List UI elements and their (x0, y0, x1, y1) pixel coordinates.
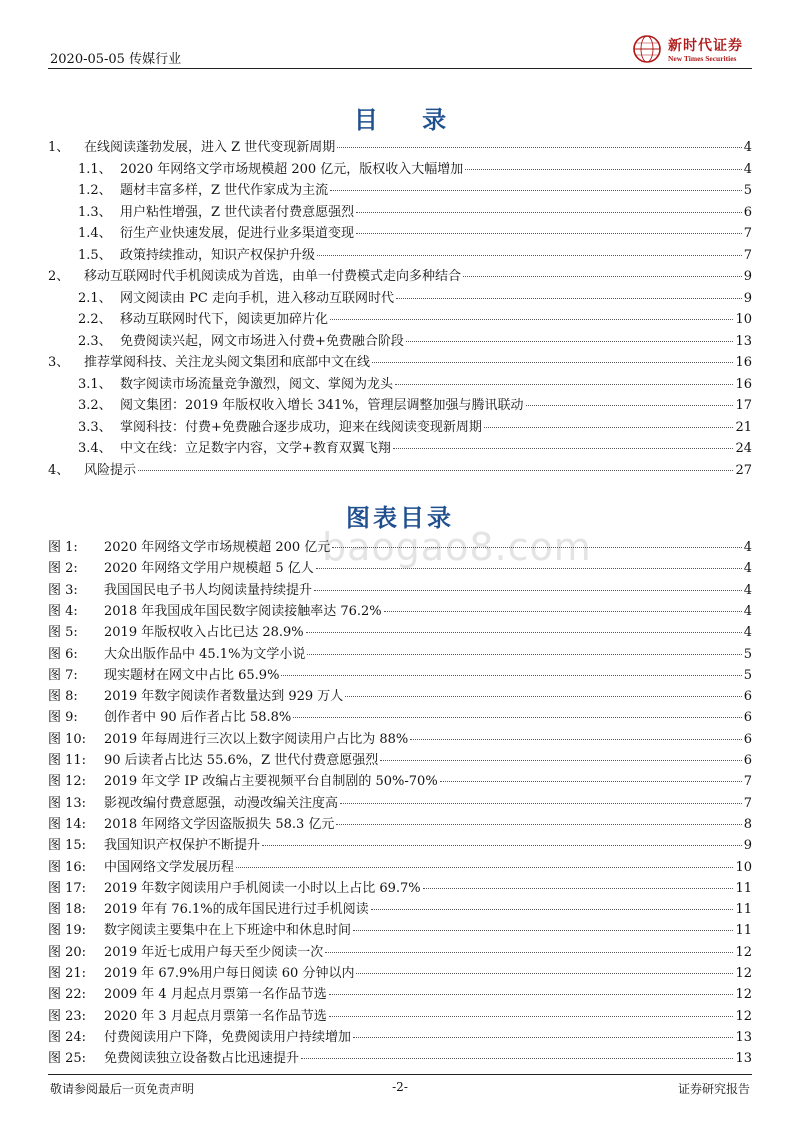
leader-dots (396, 298, 742, 299)
entry-number: 1.1、 (78, 161, 112, 177)
entry-page: 4 (743, 161, 752, 177)
leader-dots (353, 930, 733, 931)
toc-entry[interactable] (48, 265, 752, 287)
entry-page: 7 (743, 795, 752, 811)
entry-label: 免费阅读兴起，网文市场进入付费+免费融合阶段 (120, 333, 404, 349)
entry-label: 2018 年网络文学因盗版损失 58.3 亿元 (104, 816, 335, 832)
leader-dots (372, 362, 733, 363)
entry-label: 在线阅读蓬勃发展，进入 Z 世代变现新周期 (84, 140, 336, 155)
entry-page: 13 (735, 333, 752, 349)
figure-entry[interactable] (48, 877, 752, 899)
leader-dots (484, 427, 734, 428)
figure-entry[interactable] (48, 706, 752, 728)
entry-page: 4 (743, 603, 752, 619)
entry-page: 7 (743, 226, 752, 241)
leader-dots (393, 448, 734, 449)
entry-label: 2019 年数字阅读作者数量达到 929 万人 (104, 689, 344, 705)
entry-number: 4、 (48, 462, 70, 478)
toc-title: 目 录 (353, 106, 465, 134)
brand-name-en: New Times Securities (668, 54, 737, 63)
entry-page: 4 (743, 582, 752, 598)
entry-label: 中文在线：立足数字内容，文学+教育双翼飞翔 (120, 441, 391, 456)
entry-page: 16 (735, 376, 752, 392)
entry-number: 图 22: (48, 987, 87, 1003)
leader-dots (336, 824, 741, 825)
figure-entry[interactable] (48, 557, 752, 579)
toc-entry[interactable] (78, 394, 752, 416)
entry-number: 1.5、 (78, 247, 112, 263)
entry-label: 免费阅读独立设备数占比迅速提升 (104, 1051, 300, 1067)
entry-label: 网文阅读由 PC 走向手机，进入移动互联网时代 (120, 290, 394, 306)
toc-entry[interactable] (48, 459, 752, 481)
entry-page: 13 (735, 1029, 752, 1045)
entry-number: 图 16: (48, 859, 87, 875)
toc-entry[interactable] (78, 158, 752, 180)
entry-page: 4 (743, 140, 752, 155)
header-rule (48, 68, 752, 69)
entry-label: 现实题材在网文中占比 65.9% (104, 667, 280, 683)
entry-page: 9 (743, 269, 752, 284)
figure-entry[interactable] (48, 792, 752, 814)
entry-page: 4 (743, 625, 752, 641)
entry-number: 图 15: (48, 838, 87, 854)
entry-label: 移动互联网时代手机阅读成为首选，由单一付费模式走向多种结合 (84, 269, 462, 284)
page-number: -2- (392, 1080, 408, 1094)
toc-entry[interactable] (78, 437, 752, 459)
entry-number: 图 18: (48, 902, 87, 918)
entry-label: 衍生产业快速发展，促进行业多渠道变现 (120, 226, 355, 241)
entry-page: 5 (743, 183, 752, 198)
entry-label: 数字阅读市场流量竞争激烈，阅文、掌阅为龙头 (120, 376, 394, 392)
toc-entry[interactable] (78, 330, 752, 352)
entry-label: 2018 年我国成年国民数字阅读接触率达 76.2% (104, 603, 382, 619)
entry-label: 2019 年数字阅读用户手机阅读一小时以上占比 69.7% (104, 880, 421, 896)
figure-entry[interactable] (48, 643, 752, 665)
entry-page: 27 (735, 462, 752, 478)
entry-page: 6 (743, 710, 752, 726)
leader-dots (463, 276, 742, 277)
entry-label: 2020 年网络文学市场规模超 200 亿元 (104, 540, 331, 555)
figure-entry[interactable] (48, 834, 752, 856)
entry-label: 阅文集团：2019 年版权收入增长 341%，管理层调整加强与腾讯联动 (120, 398, 524, 413)
brand-name-cn: 新时代证券 (668, 38, 743, 54)
leader-dots (384, 611, 742, 612)
entry-label: 2009 年 4 月起点月票第一名作品节选 (104, 987, 327, 1003)
entry-label: 2020 年网络文学用户规模超 5 亿人 (104, 561, 314, 577)
entry-label: 2019 年近七成用户每天至少阅读一次 (104, 944, 324, 960)
entry-number: 图 3: (48, 582, 78, 598)
figure-entry[interactable] (48, 962, 752, 984)
figure-entry[interactable] (48, 1047, 752, 1069)
entry-page: 16 (735, 355, 752, 370)
entry-number: 图 25: (48, 1051, 87, 1067)
entry-page: 8 (743, 816, 752, 832)
entry-label: 我国国民电子书人均阅读量持续提升 (104, 582, 313, 598)
entry-page: 17 (735, 398, 752, 413)
entry-page: 11 (735, 923, 752, 939)
entry-number: 图 12: (48, 774, 87, 790)
entry-number: 1.2、 (78, 183, 112, 198)
toc-entry[interactable] (48, 136, 752, 158)
figure-entry[interactable] (48, 1005, 752, 1027)
figure-entry[interactable] (48, 728, 752, 750)
entry-page: 10 (735, 312, 752, 327)
entry-label: 影视改编付费意愿强，动漫改编关注度高 (104, 795, 339, 811)
entry-number: 2.2、 (78, 312, 112, 327)
entry-number: 3.4、 (78, 441, 112, 456)
entry-page: 24 (735, 441, 752, 456)
leader-dots (337, 147, 741, 148)
entry-number: 图 4: (48, 603, 78, 619)
leader-dots (301, 1058, 733, 1059)
leader-dots (345, 696, 741, 697)
entry-page: 10 (735, 859, 752, 875)
globe-emblem-icon (632, 34, 662, 64)
entry-label: 移动互联网时代下，阅读更加碎片化 (120, 312, 329, 327)
watermark: baogao8.com (322, 525, 592, 569)
entry-number: 1.3、 (78, 204, 112, 220)
toc-entry[interactable] (78, 201, 752, 223)
leader-dots (262, 845, 742, 846)
entry-label: 2020 年网络文学市场规模超 200 亿元，版权收入大幅增加 (120, 161, 464, 177)
leader-dots (380, 760, 741, 761)
entry-number: 3.1、 (78, 376, 112, 392)
entry-page: 4 (743, 561, 752, 577)
leader-dots (314, 590, 742, 591)
leader-dots (306, 632, 742, 633)
entry-page: 6 (743, 689, 752, 705)
entry-page: 12 (735, 1008, 752, 1024)
leader-dots (293, 717, 741, 718)
toc-entry[interactable] (78, 222, 752, 244)
figure-entry[interactable] (48, 1026, 752, 1048)
entry-page: 21 (735, 419, 752, 435)
entry-page: 9 (743, 290, 752, 306)
entry-label: 2019 年文学 IP 改编占主要视频平台自制剧的 50%-70% (104, 774, 438, 790)
entry-number: 1.4、 (78, 226, 112, 241)
entry-number: 图 17: (48, 880, 87, 896)
entry-number: 2.3、 (78, 333, 112, 349)
entry-number: 图 20: (48, 944, 87, 960)
entry-page: 6 (743, 753, 752, 768)
figure-entry[interactable] (48, 685, 752, 707)
leader-dots (406, 341, 734, 342)
toc-entry[interactable] (78, 287, 752, 309)
entry-label: 用户粘性增强，Z 世代读者付费意愿强烈 (120, 204, 355, 220)
entry-label: 创作者中 90 后作者占比 58.8% (104, 710, 292, 726)
entry-label: 推荐掌阅科技、关注龙头阅文集团和底部中文在线 (84, 355, 371, 370)
entry-number: 3、 (48, 355, 70, 370)
figure-entry[interactable] (48, 579, 752, 601)
figure-entry[interactable] (48, 621, 752, 643)
entry-number: 1、 (48, 140, 70, 155)
entry-number: 图 9: (48, 710, 78, 726)
company-logo (632, 34, 752, 66)
figure-list-title: 图表目录 (346, 504, 454, 532)
leader-dots (281, 675, 741, 676)
figure-entry[interactable] (48, 919, 752, 941)
figure-entry[interactable] (48, 983, 752, 1005)
entry-label: 掌阅科技：付费+免费融合逐步成功，迎来在线阅读变现新周期 (120, 419, 482, 435)
leader-dots (356, 233, 742, 234)
leader-dots (423, 888, 734, 889)
leader-dots (330, 190, 742, 191)
figure-entry[interactable] (48, 536, 752, 558)
entry-number: 2、 (48, 269, 70, 284)
entry-number: 图 7: (48, 667, 78, 683)
leader-dots (317, 255, 742, 256)
entry-page: 7 (743, 247, 752, 263)
leader-dots (332, 547, 741, 548)
figure-entry[interactable] (48, 898, 752, 920)
figure-entry[interactable] (48, 941, 752, 963)
entry-label: 我国知识产权保护不断提升 (104, 838, 261, 854)
entry-label: 2019 年有 76.1%的成年国民进行过手机阅读 (104, 902, 369, 918)
entry-number: 2.1、 (78, 290, 112, 306)
entry-label: 数字阅读主要集中在上下班途中和休息时间 (104, 923, 352, 939)
entry-label: 中国网络文学发展历程 (104, 859, 235, 875)
leader-dots (353, 1037, 733, 1038)
toc-entry[interactable] (78, 308, 752, 330)
entry-number: 3.3、 (78, 419, 112, 435)
entry-page: 6 (743, 731, 752, 747)
entry-page: 11 (735, 880, 752, 896)
leader-dots (340, 803, 742, 804)
entry-number: 图 14: (48, 816, 87, 832)
entry-page: 12 (735, 944, 752, 960)
entry-number: 图 19: (48, 923, 87, 939)
footer-disclaimer: 敬请参阅最后一页免责声明 (50, 1082, 195, 1096)
entry-number: 图 11: (48, 753, 87, 768)
entry-number: 3.2、 (78, 398, 112, 413)
leader-dots (356, 212, 742, 213)
leader-dots (307, 654, 741, 655)
entry-label: 2019 年每周进行三次以上数字阅读用户占比为 88% (104, 731, 409, 747)
figure-entry[interactable] (48, 600, 752, 622)
figure-entry[interactable] (48, 664, 752, 686)
entry-label: 付费阅读用户下降，免费阅读用户持续增加 (104, 1029, 352, 1045)
leader-dots (440, 781, 742, 782)
toc-entry[interactable] (78, 179, 752, 201)
figure-entry[interactable] (48, 770, 752, 792)
figure-entry[interactable] (48, 856, 752, 878)
entry-number: 图 2: (48, 561, 78, 577)
entry-page: 12 (735, 966, 752, 981)
entry-number: 图 8: (48, 689, 78, 705)
entry-label: 2019 年 67.9%用户每日阅读 60 分钟以内 (104, 966, 355, 981)
leader-dots (330, 319, 733, 320)
entry-label: 政策持续推动，知识产权保护升级 (120, 247, 316, 263)
entry-label: 2020 年 3 月起点月票第一名作品节选 (104, 1008, 327, 1024)
entry-page: 7 (743, 774, 752, 790)
leader-dots (329, 1016, 734, 1017)
toc-entry[interactable] (78, 373, 752, 395)
figure-entry[interactable] (48, 749, 752, 771)
entry-label: 90 后读者占比达 55.6%，Z 世代付费意愿强烈 (104, 753, 379, 768)
entry-number: 图 23: (48, 1008, 87, 1024)
entry-label: 大众出版作品中 45.1%为文学小说 (104, 646, 306, 662)
entry-number: 图 6: (48, 646, 78, 662)
toc-entry[interactable] (78, 416, 752, 438)
entry-number: 图 5: (48, 625, 78, 641)
entry-page: 5 (743, 646, 752, 662)
entry-page: 11 (735, 902, 752, 918)
leader-dots (316, 568, 742, 569)
leader-dots (526, 405, 734, 406)
leader-dots (325, 952, 733, 953)
entry-number: 图 13: (48, 795, 87, 811)
entry-page: 4 (743, 540, 752, 555)
entry-label: 2019 年版权收入占比已达 28.9% (104, 625, 304, 641)
toc-entry[interactable] (48, 351, 752, 373)
entry-number: 图 10: (48, 731, 87, 747)
entry-page: 5 (743, 667, 752, 683)
leader-dots (395, 384, 733, 385)
entry-number: 图 1: (48, 540, 78, 555)
toc-entry[interactable] (78, 244, 752, 266)
leader-dots (236, 867, 733, 868)
leader-dots (356, 973, 733, 974)
leader-dots (371, 909, 734, 910)
leader-dots (329, 994, 734, 995)
leader-dots (410, 739, 741, 740)
header-date-industry: 2020-05-05 传媒行业 (50, 52, 182, 67)
entry-page: 13 (735, 1051, 752, 1067)
entry-page: 12 (735, 987, 752, 1003)
entry-label: 题材丰富多样，Z 世代作家成为主流 (120, 183, 329, 198)
leader-dots (138, 470, 733, 471)
entry-label: 风险提示 (84, 462, 137, 478)
footer-report-type: 证券研究报告 (677, 1082, 750, 1096)
entry-page: 9 (743, 838, 752, 854)
footer-rule (48, 1074, 752, 1075)
entry-page: 6 (743, 204, 752, 220)
entry-number: 图 24: (48, 1029, 87, 1045)
figure-entry[interactable] (48, 813, 752, 835)
leader-dots (465, 169, 741, 170)
entry-number: 图 21: (48, 966, 87, 981)
